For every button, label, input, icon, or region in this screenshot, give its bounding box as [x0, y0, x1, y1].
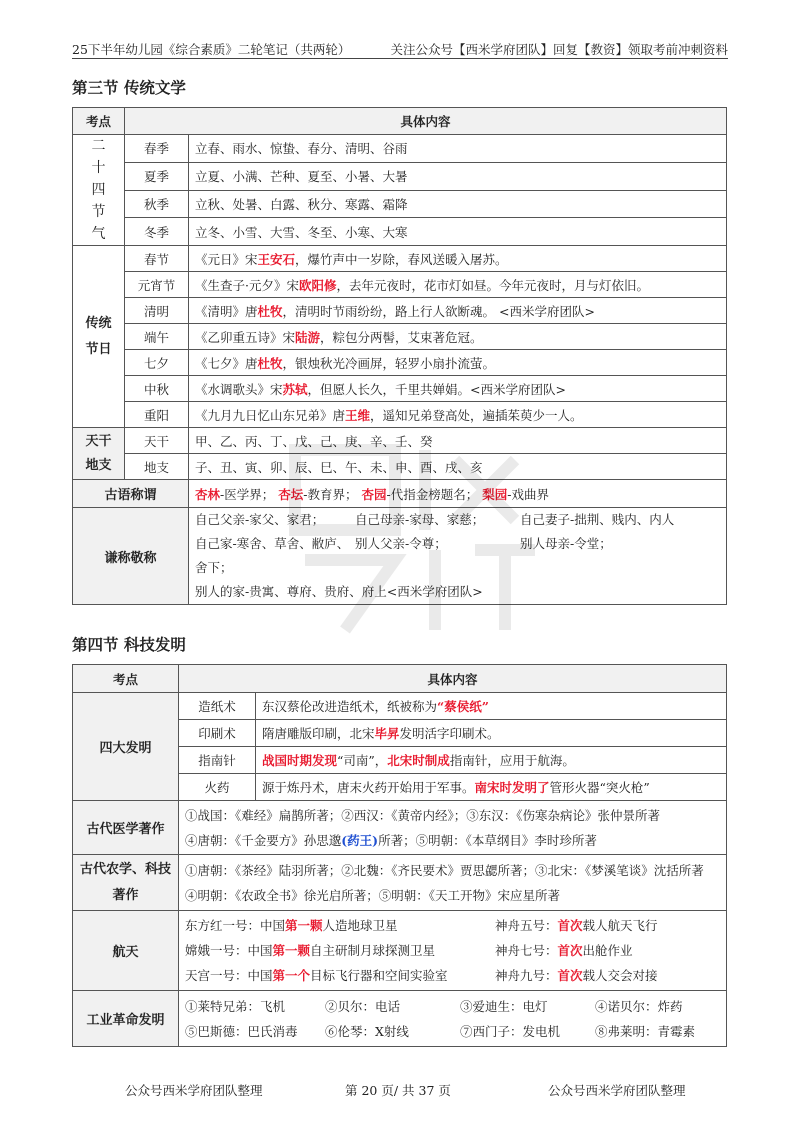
honorifics-content [189, 508, 727, 605]
section-4-title: 第四节 科技发明 [72, 636, 186, 654]
jieqi-spring: 立春、雨水、惊蛰、春分、清明、谷雨 [189, 135, 727, 163]
footer-left: 公众号西米学府团队整理 [125, 1083, 263, 1098]
honorific-item: 自己家-寒舍、草舍、敝庐、舍下； [195, 536, 350, 575]
honorific-item: 自己母亲-家母、家慈； [355, 512, 485, 527]
honorific-item: 别人的家-贵寓、尊府、贵府、府上<西米学府团队> [195, 584, 483, 599]
festival-poem: 《乙卯重五诗》宋陆游，粽包分两髻，艾束著危冠。 [189, 324, 727, 350]
festival-poem: 《九月九日忆山东兄弟》唐王维，遥知兄弟登高处，遍插茱萸少一人。 [189, 402, 727, 428]
honorific-item: 自己妻子-拙荆、贱内、内人 [520, 512, 675, 527]
tech-inventions-table [72, 664, 727, 1047]
traditional-culture-table [72, 107, 727, 605]
col-header-topic: 考点 [73, 108, 125, 135]
aerospace-label: 航天 [73, 911, 179, 991]
honorific-item: 别人父亲-令尊； [355, 536, 447, 551]
ancient-names-label: 古语称谓 [73, 480, 189, 508]
industrial-item: ⑤巴斯德：巴氏消毒 [185, 1023, 298, 1039]
honorifics-label: 谦称敬称 [73, 508, 189, 605]
season-spring: 春季 [125, 135, 189, 163]
agriculture-content: ①唐朝：《茶经》陆羽所著；②北魏：《齐民要术》贾思勰所著；③北宋：《梦溪笔谈》沈括所著 ④明朝：《农政全书》徐光启所著；⑤明朝：《天工开物》宋应星所著 [179, 855, 727, 911]
festival-poem: 《七夕》唐杜牧，银烛秋光冷画屏，轻罗小扇扑流萤。 [189, 350, 727, 376]
festival-name: 春节 [125, 246, 189, 272]
festival-name: 七夕 [125, 350, 189, 376]
dizhi-name: 地支 [125, 454, 189, 480]
aerospace-item: 神舟五号：首次载人航天飞行 [495, 918, 658, 933]
festival-poem: 《生查子·元夕》宋欧阳修，去年元夜时，花市灯如昼。今年元夜时，月与灯依旧。 [189, 272, 727, 298]
industrial-item: ①莱特兄弟：飞机 [185, 998, 286, 1014]
festival-poem: 《清明》唐杜牧，清明时节雨纷纷，路上行人欲断魂。 <西米学府团队> [189, 298, 727, 324]
tiangan-name: 天干 [125, 428, 189, 454]
tiangan-content: 甲、乙、丙、丁、戊、己、庚、辛、壬、癸 [189, 428, 727, 454]
footer-right: 公众号西米学府团队整理 [548, 1083, 686, 1098]
aerospace-item: 嫦娥一号：中国第一颗自主研制月球探测卫星 [185, 943, 436, 958]
festival-name: 端午 [125, 324, 189, 350]
invention-desc: 战国时期发现“司南”，北宋时制成指南针，应用于航海。 [256, 747, 727, 774]
industrial-item: ⑧弗莱明：青霉素 [595, 1023, 696, 1039]
page-number: 第 20 页/ 共 37 页 [345, 1083, 451, 1098]
festival-name: 重阳 [125, 402, 189, 428]
honorific-item: 别人母亲-令堂； [520, 536, 612, 551]
agriculture-label: 古代农学、科技著作 [73, 855, 179, 911]
festival-label: 传统节日 [73, 246, 125, 428]
jieqi-winter: 立冬、小雪、大雪、冬至、小寒、大寒 [189, 218, 727, 246]
festival-name: 清明 [125, 298, 189, 324]
invention-name: 印刷术 [179, 720, 256, 747]
four-inventions-label: 四大发明 [73, 693, 179, 801]
invention-name: 造纸术 [179, 693, 256, 720]
festival-name: 中秋 [125, 376, 189, 402]
festival-poem: 《元日》宋王安石，爆竹声中一岁除，春风送暖入屠苏。 [189, 246, 727, 272]
invention-name: 指南针 [179, 747, 256, 774]
industrial-content [179, 991, 727, 1047]
industrial-item: ⑥伦琴：X射线 [325, 1023, 409, 1039]
industrial-item: ③爱迪生：电灯 [460, 998, 548, 1014]
medicine-label: 古代医学著作 [73, 801, 179, 855]
season-autumn: 秋季 [125, 190, 189, 218]
invention-name: 火药 [179, 774, 256, 801]
jieqi-label: 二十四节气 [73, 135, 125, 246]
invention-desc: 隋唐雕版印刷，北宋毕昇发明活字印刷术。 [256, 720, 727, 747]
industrial-item: ⑦西门子：发电机 [460, 1023, 561, 1039]
festival-poem: 《水调歌头》宋苏轼，但愿人长久，千里共婵娟。<西米学府团队> [189, 376, 727, 402]
col-header-topic: 考点 [73, 665, 179, 693]
industrial-label: 工业革命发明 [73, 991, 179, 1047]
aerospace-item: 天宫一号：中国第一个目标飞行器和空间实验室 [185, 968, 448, 983]
ganzhi-label: 天干地支 [73, 428, 125, 480]
invention-desc: 东汉蔡伦改进造纸术，纸被称为“蔡侯纸” [256, 693, 727, 720]
jieqi-summer: 立夏、小满、芒种、夏至、小暑、大暑 [189, 162, 727, 190]
ancient-names-content: 杏林-医学界； 杏坛-教育界； 杏园-代指金榜题名； 梨园-戏曲界 [189, 480, 727, 508]
industrial-item: ②贝尔：电话 [325, 998, 401, 1014]
header-title: 25下半年幼儿园《综合素质》二轮笔记（共两轮） [72, 42, 351, 57]
invention-desc: 源于炼丹术，唐末火药开始用于军事。南宋时发明了管形火器“突火枪” [256, 774, 727, 801]
festival-name: 元宵节 [125, 272, 189, 298]
col-header-content: 具体内容 [179, 665, 727, 693]
jieqi-autumn: 立秋、处暑、白露、秋分、寒露、霜降 [189, 190, 727, 218]
aerospace-item: 东方红一号：中国第一颗人造地球卫星 [185, 918, 398, 933]
medicine-content: ①战国：《难经》扁鹊所著；②西汉：《黄帝内经》；③东汉：《伤寒杂病论》张仲景所著 ④唐朝：《千金要方》孙思邈(药王)所著；⑤明朝：《本草纲目》李时珍所著 [179, 801, 727, 855]
page-header [72, 36, 728, 59]
aerospace-item: 神舟七号：首次出舱作业 [495, 943, 633, 958]
col-header-content: 具体内容 [125, 108, 727, 135]
honorific-item: 自己父亲-家父、家君； [195, 512, 325, 527]
season-winter: 冬季 [125, 218, 189, 246]
aerospace-item: 神舟九号：首次载人交会对接 [495, 968, 658, 983]
industrial-item: ④诺贝尔：炸药 [595, 998, 683, 1014]
header-promo: 关注公众号【西米学府团队】回复【教资】领取考前冲刺资料 [390, 42, 728, 57]
season-summer: 夏季 [125, 162, 189, 190]
dizhi-content: 子、丑、寅、卯、辰、巳、午、未、申、酉、戌、亥 [189, 454, 727, 480]
section-3-title: 第三节 传统文学 [72, 79, 186, 97]
aerospace-content [179, 911, 727, 991]
